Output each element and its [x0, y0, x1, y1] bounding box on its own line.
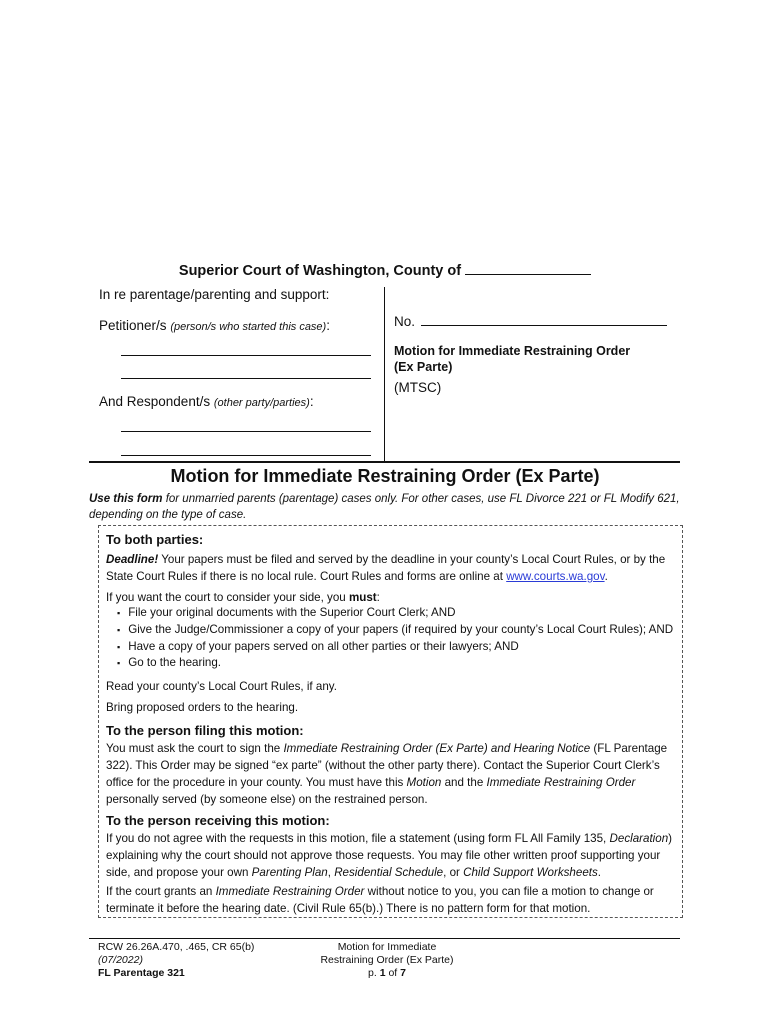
title-rule	[89, 461, 680, 463]
footer-center: Motion for Immediate Restraining Order (Ex Parte) p. 1 of 7	[287, 941, 487, 980]
petitioner-line-2[interactable]	[121, 378, 371, 379]
courts-link[interactable]: www.courts.wa.gov	[506, 570, 605, 583]
footer-rcw: RCW 26.26A.470, .465, CR 65(b)	[98, 941, 255, 953]
petitioner-note: (person/s who started this case)	[170, 321, 327, 333]
read-rules-text: Read your county’s Local Court Rules, if any.	[106, 680, 337, 693]
caption-divider	[384, 287, 385, 463]
filing-paragraph: You must ask the court to sign the Immediate Restraining Order (Ex Parte) and Hearing Notice (FL Parentage 322). This Order may be signed “ex parte” (without the other party there). Contact the Superior Court Clerk’s office for the procedure in your county. You must have this Motion and the Immediate Restraining Order personally served (by someone else) on the restrained person.	[106, 742, 668, 806]
respondent-label: And Respondent/s	[99, 394, 211, 409]
respondent-label-row: And Respondent/s (other party/parties):	[99, 394, 314, 409]
petitioner-line-1[interactable]	[121, 355, 371, 356]
petitioner-label-row: Petitioner/s (person/s who started this case):	[99, 318, 330, 333]
in-re-label: In re parentage/parenting and support:	[99, 287, 330, 302]
case-number-blank[interactable]	[421, 313, 667, 326]
footer-rule	[89, 938, 680, 939]
county-blank[interactable]	[465, 261, 591, 275]
form-title: Motion for Immediate Restraining Order (Ex Parte)	[394, 344, 631, 374]
filing-heading: To the person filing this motion:	[106, 723, 304, 738]
bullet-item: ▪ File your original documents with the Superior Court Clerk; AND	[117, 606, 456, 619]
footer-left	[98, 941, 254, 980]
petitioner-label: Petitioner/s	[99, 318, 167, 333]
deadline-paragraph: Deadline! Your papers must be filed and served by the deadline in your county’s Local Court Rules, or by the State Court Rules if there is no local rule. Court Rules and forms are online at www.courts.wa.gov.	[106, 553, 666, 583]
page-number: p. 1 of 7	[368, 967, 406, 979]
respondent-line-2[interactable]	[121, 455, 371, 456]
respondent-line-1[interactable]	[121, 431, 371, 432]
bullet-item: ▪ Give the Judge/Commissioner a copy of your papers (if required by your county’s Local Court Rules); AND	[117, 623, 673, 636]
bullet-item: ▪ Go to the hearing.	[117, 656, 221, 669]
respondent-note: (other party/parties)	[213, 397, 310, 409]
footer-form-id: FL Parentage 321	[98, 967, 185, 979]
receiving-heading: To the person receiving this motion:	[106, 813, 330, 828]
bullet-item: ▪ Have a copy of your papers served on all other parties or their lawyers; AND	[117, 640, 519, 653]
use-form-note: Use this form for unmarried parents (parentage) cases only. For other cases, use FL Divorce 221 or FL Modify 621, depending on the type of case.	[89, 493, 680, 521]
bring-orders-text: Bring proposed orders to the hearing.	[106, 701, 299, 714]
consider-paragraph: If you want the court to consider your side, you must:	[106, 591, 380, 604]
receiving-paragraph: If you do not agree with the requests in this motion, file a statement (using form FL All Family 135, Declaration) explaining why the court should not approve those requests. You may file other written proof supporting your side, and propose your own Parenting Plan, Residential Schedule, or Child Support Worksheets.	[106, 832, 673, 879]
case-number: No.	[394, 313, 667, 329]
form-code: (MTSC)	[394, 380, 442, 395]
both-parties-heading: To both parties:	[106, 532, 204, 547]
footer-date: (07/2022)	[98, 954, 143, 966]
main-title: Motion for Immediate Restraining Order (Ex Parte)	[170, 466, 600, 486]
receiving-paragraph-2: If the court grants an Immediate Restraining Order without notice to you, you can file a motion to change or terminate it before the hearing date. (Civil Rule 65(b).) There is no pattern form for that motion.	[106, 885, 654, 915]
court-heading: Superior Court of Washington, County of	[0, 261, 770, 279]
